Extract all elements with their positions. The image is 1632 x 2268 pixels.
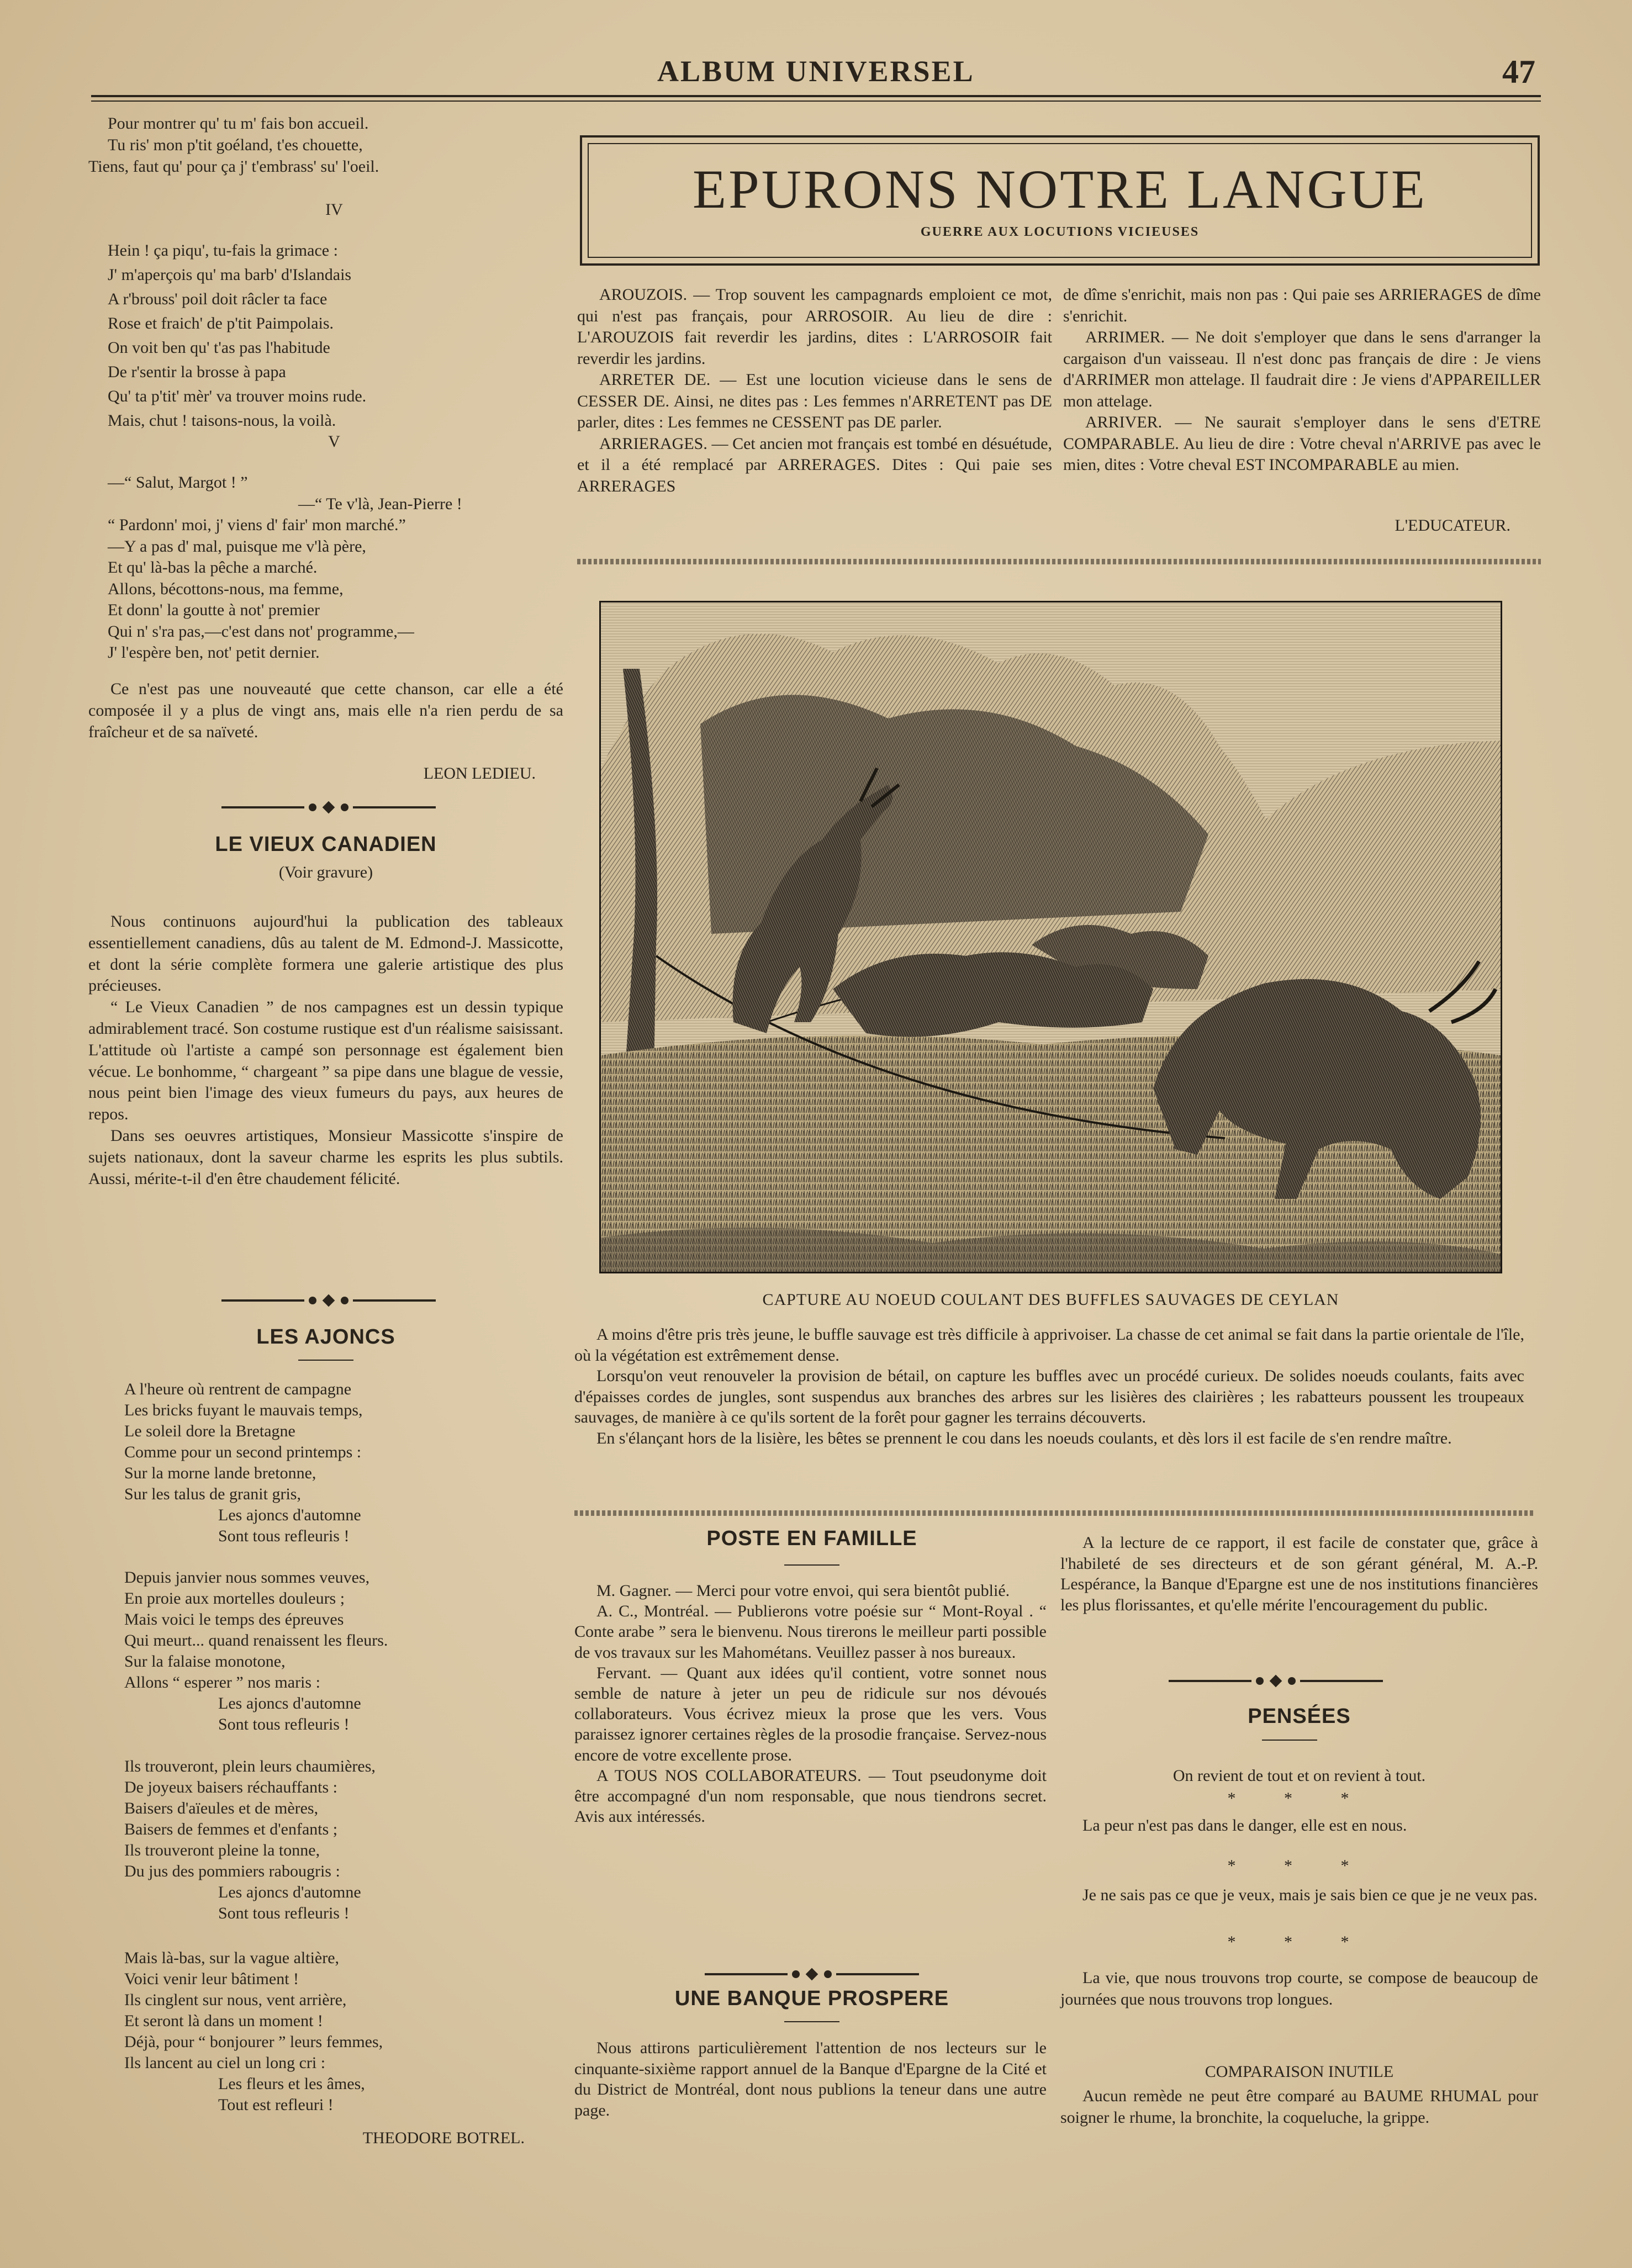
heading-underline (784, 2021, 839, 2022)
poem-line: Sur la falaise monotone, (124, 1652, 286, 1670)
engraving-illustration (599, 601, 1502, 1273)
poem-line: Qui meurt... quand renaissent les fleurs. (124, 1631, 388, 1650)
poem-line: Et donn' la goutte à not' premier (108, 601, 320, 619)
ajoncs-stanza-2 (124, 1567, 566, 1735)
ornament-divider (1138, 1675, 1414, 1687)
poem-stanza-v (108, 472, 561, 664)
poem-line: Ils trouveront, plein leurs chaumières, (124, 1757, 376, 1775)
poem-line: Les fleurs et les âmes, (218, 2075, 365, 2093)
paragraph: Aucun remède ne peut être comparé au BAUME RHUMAL pour soigner le rhume, la bronchite, la coqueluche, la grippe. (1060, 2087, 1538, 2127)
poem-line: Sont tous refleuris ! (218, 1527, 350, 1545)
heading-underline (298, 1360, 353, 1361)
poem-note (88, 678, 563, 743)
note-paragraph: Ce n'est pas une nouveauté que cette chanson, car elle a été composée il y a plus de vingt ans, mais elle n'a rien perdu de sa fraîcheur et de sa naïveté. (88, 680, 563, 741)
poem-line: Baisers de femmes et d'enfants ; (124, 1820, 338, 1838)
paragraph: La peur n'est pas dans le danger, elle est en nous. (1082, 1816, 1407, 1835)
poem-line: Depuis janvier nous sommes veuves, (124, 1568, 370, 1587)
article-title: EPURONS NOTRE LANGUE (693, 158, 1427, 220)
entry-arrimer: ARRIMER. — Ne doit s'employer que dans le sens d'arranger la cargaison d'un vaisseau. Il n'est donc pas français de dire : Je viens d'ARRIMER mon attelage. Il faudrait dire : Je viens d'APPAREILLER mon attelage. (1063, 328, 1541, 410)
heading-ajoncs: LES AJONCS (256, 1325, 395, 1349)
poem-line: On voit ben qu' t'as pas l'habitude (108, 339, 330, 357)
poem-line: Ils trouveront pleine la tonne, (124, 1841, 320, 1859)
wavy-rule (574, 1510, 1535, 1516)
poem-line: J' m'aperçois qu' ma barb' d'Islandais (108, 266, 352, 284)
paragraph: En s'élançant hors de la lisière, les bêtes se prennent le cou dans les noeuds coulants, et dès lors il est facile de s'en rendre maître. (596, 1429, 1452, 1447)
paragraph: Lorsqu'on veut renouveler la provision de bétail, on capture les buffles avec un procédé curieux. De solides noeuds coulants, faits avec d'épaisses cordes de jungles, sont suspendus aux branches des arbres sur les lisières des clairières ; les rabatteurs poussent les troupeaux sauvages, de manière à ce qu'ils sortent de la forêt pour gagner les terrains découverts. (574, 1367, 1524, 1426)
poem-line: Tout est refleuri ! (218, 2096, 334, 2114)
header-rule (91, 95, 1541, 97)
poem-line: Hein ! ça piqu', tu-fais la grimace : (108, 241, 338, 260)
paragraph: A moins d'être pris très jeune, le buffle sauvage est très difficile à apprivoiser. La chasse de cet animal se fait dans la partie orientale de l'île, où la végétation est extrêmement dense. (574, 1325, 1524, 1365)
entry-arriver: ARRIVER. — Ne saurait s'employer dans le sens d'ETRE COMPARABLE. Au lieu de dire : Votre cheval n'ARRIVE pas avec le mien, dites : Votre cheval EST INCOMPARABLE au mien. (1063, 413, 1541, 474)
poem-top-lines (88, 113, 561, 177)
comparaison-text (1060, 2085, 1538, 2128)
wavy-rule (577, 559, 1541, 564)
poem-line: Pour montrer qu' tu m' fais bon accueil. (108, 114, 369, 133)
poem-line: Ils lancent au ciel un long cri : (124, 2054, 326, 2072)
poem-line: J' l'espère ben, not' petit dernier. (108, 643, 320, 662)
poem-line: Déjà, pour “ bonjourer ” leurs femmes, (124, 2033, 383, 2051)
entry-arrierages-cont: de dîme s'enrichit, mais non pas : Qui paie ses ARRIERAGES de dîme s'enrichit. (1063, 286, 1541, 325)
pensee-4 (1060, 1967, 1538, 2010)
ornament-divider (685, 1969, 939, 1980)
poem-line: —“ Salut, Margot ! ” (108, 473, 248, 491)
buffalo-capture-engraving (601, 602, 1501, 1272)
ajoncs-stanza-3 (124, 1756, 566, 1924)
entry-arouzois: AROUZOIS. — Trop souvent les campagnards emploient ce mot, qui n'est pas français, pour ARROSOIR. Au lieu de dire : L'AROUZOIS fait reverdir les jardins, dites : L'ARROSOIR fait reverdir les jardins. (577, 286, 1052, 368)
pensee-2 (1060, 1815, 1538, 1836)
entry-arrierages: ARRIERAGES. — Cet ancien mot français est tombé en désuétude, et il a été remplacé par ARRERAGES. Dites : Qui paie ses ARRERAGES (577, 434, 1052, 495)
ornament-divider (204, 1295, 453, 1306)
poem-line: Le soleil dore la Bretagne (124, 1422, 295, 1440)
paragraph: A la lecture de ce rapport, il est facile de constater que, grâce à l'habileté de ses directeurs et de son gérant général, M. A.-P. Lespérance, la Banque d'Epargne est une de nos institutions financières les plus florissantes, et qu'elle mérite l'encouragement du public. (1060, 1534, 1538, 1614)
signature-ledieu: LEON LEDIEU. (423, 764, 536, 783)
heading-vieux-canadien: LE VIEUX CANADIEN (215, 833, 437, 856)
poem-line: “ Pardonn' moi, j' viens d' fair' mon marché.” (108, 516, 406, 534)
poem-line: Rose et fraich' de p'tit Paimpolais. (108, 314, 334, 332)
paragraph: La vie, que nous trouvons trop courte, se compose de beaucoup de journées que nous trouvons trop longues. (1060, 1969, 1538, 2008)
ajoncs-stanza-4 (124, 1948, 566, 2116)
paragraph: Fervant. — Quant aux idées qu'il contient, votre sonnet nous semble de nature à jeter un peu de ridicule sur nos dévoués collaborateurs. Vous écrivez mieux la prose que les vers. Vous paraissez ignorer certaines règles de la prosodie française. Servez-nous encore de votre excellente prose. (574, 1663, 1047, 1764)
paragraph: “ Le Vieux Canadien ” de nos campagnes est un dessin typique admirablement tracé. Son costume rustique est d'un réalisme saisissant. L'attitude où l'artiste a campé son personnage est également bien vécue. Le bonhomme, “ chargeant ” sa pipe dans une blague de vessie, nous peint bien l'image des vieux fumeurs du pays, aux heures de repos. (88, 998, 563, 1124)
poem-line: De joyeux baisers réchauffants : (124, 1778, 337, 1796)
engraving-text (574, 1324, 1524, 1448)
article-subtitle: GUERRE AUX LOCUTIONS VICIEUSES (920, 225, 1200, 239)
heading-banque-prospere: UNE BANQUE PROSPERE (674, 1987, 949, 2010)
paragraph: A TOUS NOS COLLABORATEURS. — Tout pseudonyme doit être accompagné d'un nom responsable, que nous tiendrons secret. Avis aux intéressés. (574, 1766, 1047, 1826)
paragraph: Dans ses oeuvres artistiques, Monsieur Massicotte s'inspire de sujets nationaux, dont la saveur charme les esprits les plus subtils. Aussi, mérite-t-il d'en être chaudement félicité. (88, 1126, 563, 1188)
entry-arreter-de: ARRETER DE. — Est une locution vicieuse dans le sens de CESSER DE. Ainsi, ne dites pas : Les femmes n'ARRETENT pas DE parler, dites : Les femmes ne CESSENT pas DE parler. (577, 371, 1052, 431)
pensee-separator: * * * (1227, 1933, 1371, 1951)
heading-poste-en-famille: POSTE EN FAMILLE (706, 1527, 917, 1550)
poem-line: Sont tous refleuris ! (218, 1904, 350, 1922)
poem-line: Qu' ta p'tit' mèr' va trouver moins rude. (108, 387, 367, 405)
poem-line: Du jus des pommiers rabougris : (124, 1862, 340, 1880)
vieux-canadien-text (88, 911, 563, 1189)
poem-line: Les ajoncs d'automne (218, 1506, 361, 1524)
paragraph: Nous continuons aujourd'hui la publication des tableaux essentiellement canadiens, dûs au talent de M. Edmond-J. Massicotte, et dont la série complète formera une galerie artistique des plus précieuses. (88, 912, 563, 995)
poem-line: En proie aux mortelles douleurs ; (124, 1589, 345, 1608)
epurons-column-2 (1063, 284, 1541, 476)
pensee-separator: * * * (1227, 1857, 1371, 1875)
poem-line: De r'sentir la brosse à papa (108, 363, 286, 381)
poem-line: Allons “ esperer ” nos maris : (124, 1673, 320, 1691)
poem-line: Voici venir leur bâtiment ! (124, 1970, 299, 1988)
running-title: ALBUM UNIVERSEL (657, 55, 975, 88)
paragraph: M. Gagner. — Merci pour votre envoi, qui sera bientôt publié. (596, 1582, 1010, 1600)
ajoncs-stanza-1 (124, 1379, 566, 1547)
poem-line: Sur la morne lande bretonne, (124, 1464, 316, 1482)
stanza-numeral-v: V (328, 432, 340, 451)
poem-line: Les ajoncs d'automne (218, 1883, 361, 1901)
heading-underline (784, 1564, 839, 1566)
poem-line: —“ Te v'là, Jean-Pierre ! (298, 494, 462, 513)
poem-line: A r'brouss' poil doit râcler ta face (108, 290, 328, 308)
poem-line: Et seront là dans un moment ! (124, 2012, 323, 2030)
pensee-1: On revient de tout et on revient à tout. (1172, 1767, 1426, 1785)
pensee-separator: * * * (1227, 1789, 1371, 1807)
signature-educateur: L'EDUCATEUR. (1395, 516, 1510, 535)
engraving-caption: CAPTURE AU NOEUD COULANT DES BUFFLES SAUVAGES DE CEYLAN (762, 1291, 1339, 1309)
poem-line: Mais voici le temps des épreuves (124, 1610, 344, 1629)
poem-line: Baisers d'aïeules et de mères, (124, 1799, 319, 1817)
stanza-numeral-iv: IV (325, 200, 343, 219)
poem-line: Comme pour un second printemps : (124, 1443, 362, 1461)
subheading-voir-gravure: (Voir gravure) (278, 863, 373, 881)
epurons-column-1 (577, 284, 1052, 497)
header-rule-thin (91, 101, 1541, 102)
paragraph: Nous attirons particulièrement l'attention de nos lecteurs sur le cinquante-sixième rapport annuel de la Banque d'Epargne de la Cité et du District de Montréal, dont nous publions la teneur dans une autre page. (574, 2039, 1047, 2119)
poem-line: Mais là-bas, sur la vague altière, (124, 1949, 340, 1967)
poem-line: Les bricks fuyant le mauvais temps, (124, 1401, 363, 1419)
banque-continuation (1060, 1532, 1538, 1615)
poem-line: Sur les talus de granit gris, (124, 1485, 301, 1503)
poem-line: Qui n' s'ra pas,—c'est dans not' programme,— (108, 622, 414, 641)
heading-comparaison-inutile: COMPARAISON INUTILE (1205, 2063, 1394, 2081)
poste-text (574, 1580, 1047, 1827)
heading-pensees: PENSÉES (1248, 1705, 1351, 1728)
title-box (580, 135, 1540, 266)
poem-line: Tu ris' mon p'tit goéland, t'es chouette, (108, 136, 363, 154)
heading-underline (1262, 1740, 1317, 1741)
paragraph: A. C., Montréal. — Publierons votre poésie sur “ Mont-Royal . “ Conte arabe ” sera le bienvenu. Nous tirerons le meilleur parti possible de vos travaux sur les Mahométans. Veuillez passer à nos bureaux. (574, 1602, 1047, 1662)
poem-line: A l'heure où rentrent de campagne (124, 1380, 352, 1398)
poem-stanza-iv (108, 239, 561, 433)
poem-line: Les ajoncs d'automne (218, 1694, 361, 1712)
poem-line: Et qu' là-bas la pêche a marché. (108, 558, 318, 577)
poem-line: Tiens, faut qu' pour ça j' t'embrass' su' l'oeil. (88, 157, 379, 176)
pensee-3 (1060, 1884, 1538, 1906)
paragraph: Je ne sais pas ce que je veux, mais je sais bien ce que je ne veux pas. (1082, 1886, 1538, 1904)
banque-text (574, 2038, 1047, 2121)
poem-line: Sont tous refleuris ! (218, 1715, 350, 1733)
poem-line: —Y a pas d' mal, puisque me v'là père, (108, 537, 366, 556)
signature-botrel: THEODORE BOTREL. (362, 2129, 525, 2147)
poem-line: Ils cinglent sur nous, vent arrière, (124, 1991, 347, 2009)
poem-line: Mais, chut ! taisons-nous, la voilà. (108, 411, 336, 430)
page-number: 47 (1502, 54, 1535, 90)
ornament-divider (204, 802, 453, 813)
poem-line: Allons, bécottons-nous, ma femme, (108, 579, 344, 598)
